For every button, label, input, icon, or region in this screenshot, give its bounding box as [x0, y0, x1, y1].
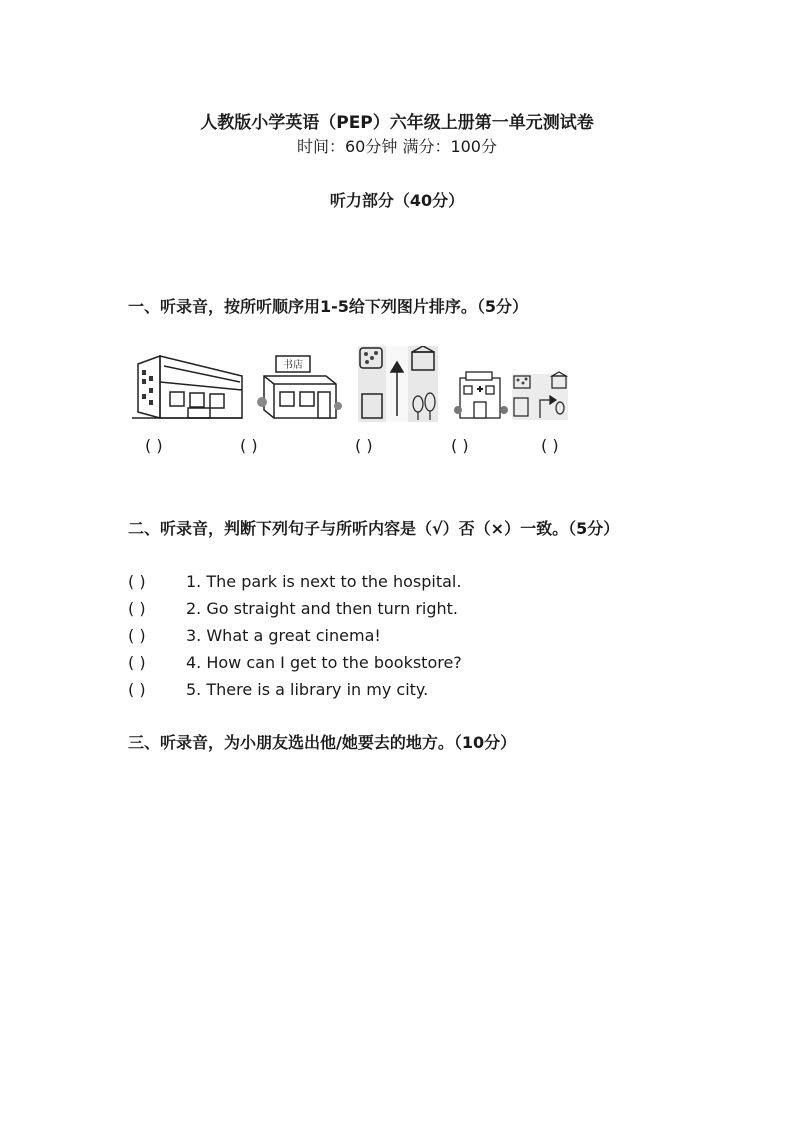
list-item [128, 595, 462, 622]
list-item [128, 568, 462, 595]
list-item [128, 649, 462, 676]
list-item [128, 622, 462, 649]
exam-title: 人教版小学英语（PEP）六年级上册第一单元测试卷 [200, 113, 594, 133]
section1-pictures [128, 346, 588, 422]
section1-blank-3[interactable]: ( ) [355, 436, 373, 455]
science-museum-icon [130, 346, 244, 420]
section2-heading: 二、听录音，判断下列句子与所听内容是（√）否（×）一致。（5分） [128, 519, 620, 538]
list-item [128, 676, 462, 703]
item-text: 3. What a great cinema! [186, 626, 381, 645]
bookstore-icon [256, 346, 342, 420]
answer-blank[interactable]: ( ) [128, 626, 146, 645]
section3-heading: 三、听录音，为小朋友选出他/她要去的地方。（10分） [128, 733, 517, 752]
listening-part-heading: 听力部分（40分） [329, 191, 465, 210]
section1-blank-5[interactable]: ( ) [541, 436, 559, 455]
answer-blank[interactable]: ( ) [128, 572, 146, 591]
hospital-icon [454, 346, 508, 420]
street-map-straight-icon [358, 346, 438, 422]
answer-blank[interactable]: ( ) [128, 653, 146, 672]
item-text: 2. Go straight and then turn right. [186, 599, 459, 618]
street-map-turn-icon [512, 346, 568, 422]
exam-time-score: 时间：60分钟 满分：100分 [297, 137, 497, 156]
item-text: 1. The park is next to the hospital. [186, 572, 462, 591]
section1-blank-1[interactable]: ( ) [145, 436, 163, 455]
section1-heading: 一、听录音，按所听顺序用1-5给下列图片排序。（5分） [128, 297, 529, 316]
answer-blank[interactable]: ( ) [128, 599, 146, 618]
answer-blank[interactable]: ( ) [128, 680, 146, 699]
item-text: 5. There is a library in my city. [186, 680, 429, 699]
section2-items [128, 568, 462, 703]
section1-blank-4[interactable]: ( ) [451, 436, 469, 455]
bookstore-sign: 书店 [283, 360, 303, 371]
section1-blank-2[interactable]: ( ) [240, 436, 258, 455]
item-text: 4. How can I get to the bookstore? [186, 653, 462, 672]
